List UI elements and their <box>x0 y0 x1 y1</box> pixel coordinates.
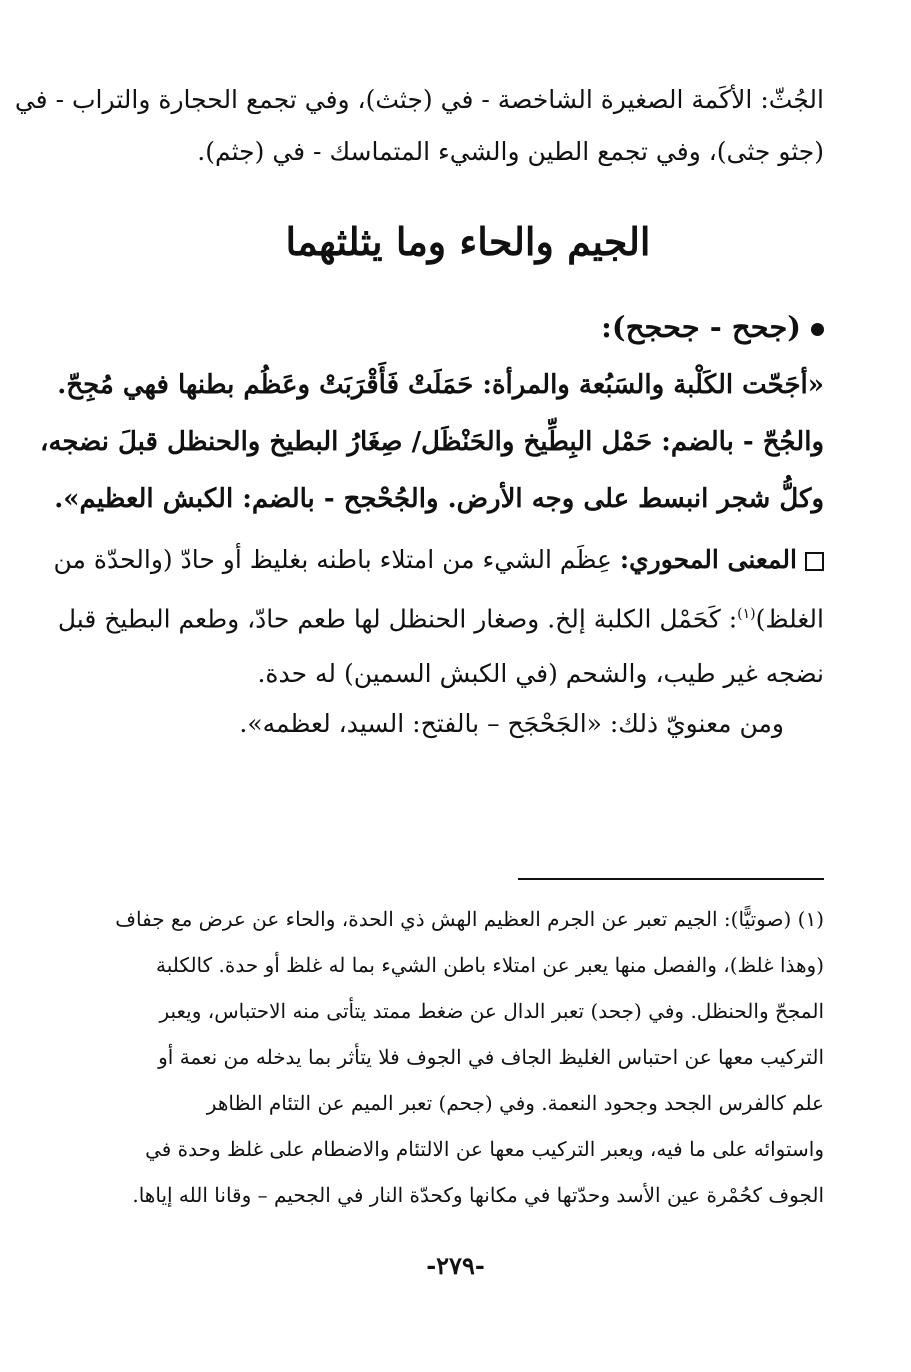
derived-text: ومن معنويّ ذلك: «الجَحْجَح – بالفتح: السيد، لعظمه». <box>239 709 784 738</box>
definition-line: «أجَحّت الكَلْبة والسَبُعة والمرأة: حَمَلَتْ فَأَقْرَبَتْ وعَظُم بطنها فهي مُجِحّ. <box>57 370 824 400</box>
meaning-text: عِظَم الشيء من امتلاء باطنه بغليظ أو حادّ (والحدّة من <box>53 545 612 574</box>
bullet-icon <box>811 323 824 336</box>
footnote-line: (وهذا غلظ)، والفصل منها يعبر عن امتلاء باطن الشيء بما له غلظ أو حدة. كالكلبة <box>156 953 824 977</box>
intro-paragraph <box>14 74 824 178</box>
footnote-line: علم كالفرس الجحد وجحود النعمة. وفي (جحم) تعبر الميم عن التئام الظاهر <box>206 1091 824 1115</box>
square-bullet-icon <box>805 552 824 571</box>
footnote-line: واستوائه على ما فيه، ويعبر التركيب معها عن الالتئام والاضطام على غلظ وحدة في <box>145 1137 824 1161</box>
footnote-divider <box>518 878 824 880</box>
footnote-paragraph <box>112 896 824 1218</box>
footnote-reference[interactable]: (١) <box>737 606 756 622</box>
entry-heading-text: (جحح - جحجح): <box>601 310 801 344</box>
entry-heading <box>112 302 824 352</box>
meaning-text: الغلظ) <box>755 604 824 634</box>
definition-paragraph <box>40 357 824 528</box>
derived-meaning-line <box>112 696 824 751</box>
section-title: الجيم والحاء وما يثلثهما <box>285 219 651 264</box>
meaning-line <box>57 587 824 646</box>
footnote-line: التركيب معها عن احتباس الغليظ الجاف في الجوف فلا يتأثر بما يدخله من نعمة أو <box>158 1045 824 1069</box>
page-number: -٢٧٩- <box>426 1251 485 1280</box>
meaning-line: نضجه غير طيب، والشحم (في الكبش السمين) له حدة. <box>257 659 824 689</box>
footnote-line: (١) (صوتيًّا): الجيم تعبر عن الجرم العظيم الهش ذي الحدة، والحاء عن عرض مع جفاف <box>115 907 824 931</box>
core-meaning-paragraph <box>53 532 824 701</box>
definition-line: وكلُّ شجر انبسط على وجه الأرض. والجُحْجح - بالضم: الكبش العظيم». <box>54 484 824 514</box>
definition-line: والجُحّ - بالضم: حَمْل البِطِّيخ والحَنْظَل/ صِغَارُ البطيخ والحنظل قبلَ نضجه، <box>40 427 824 457</box>
meaning-text: : كَحَمْل الكلبة إلخ. وصغار الحنظل لها طعم حادّ، وطعم البطيخ قبل <box>57 604 738 634</box>
footnote-line: المجحّ والحنظل. وفي (جحد) تعبر الدال عن ضغط ممتد يتأتى منه الاحتباس، ويعبر <box>159 999 824 1023</box>
intro-line: الجُثّ: الأكَمة الصغيرة الشاخصة - في (جثث)، وفي تجمع الحجارة والتراب - في <box>14 85 824 114</box>
intro-line: (جثو جثى)، وفي تجمع الطين والشيء المتماسك - في (جثم). <box>197 137 824 166</box>
meaning-line <box>53 532 824 587</box>
footnote-line: الجوف كحُمْرة عين الأسد وحدّتها في مكانها وكحدّة النار في الجحيم – وقانا الله إياها. <box>132 1183 824 1207</box>
meaning-label: المعنى المحوري: <box>619 545 797 574</box>
